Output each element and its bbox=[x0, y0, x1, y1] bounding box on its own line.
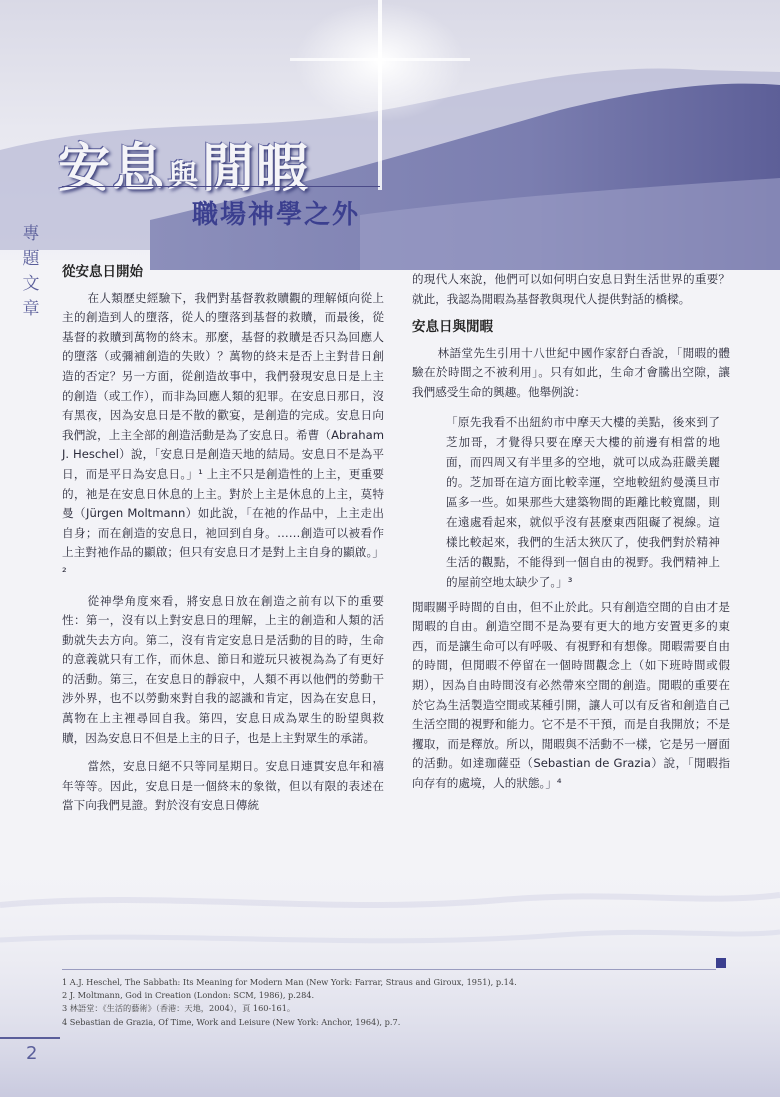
side-label-char: 章 bbox=[22, 299, 40, 319]
section-heading: 從安息日開始 bbox=[62, 264, 143, 280]
footnote: 1 A.J. Heschel, The Sabbath: Its Meaning for Modern Man (New York: Farrar, Straus and Giroux, 1951), p.14. bbox=[62, 977, 517, 987]
section-side-label bbox=[20, 222, 42, 322]
footnote-marker-square bbox=[716, 958, 726, 968]
paragraph-continued: 的現代人來說，他們可以如何明白安息日對生活世界的重要？就此，我認為閒暇為基督教與現代人提供對話的橋樑。 bbox=[412, 272, 730, 306]
paragraph: 從神學角度來看，將安息日放在創造之前有以下的重要性：第一，沒有以上對安息日的理解，上主的創造和人類的活動就失去方向。第二，沒有肯定安息日是活動的目的時，生命的意義就只有工作，而休息、節日和遊玩只被視為為了有更好的活動。第三，在安息日的靜寂中，人類不再以他們的勞動干涉外界，也不以勞動來對自我的認識和肯定，因為在安息日，萬物在上主裡尋回自我。第四，安息日成為眾生的盼望與救贖，因為安息日不但是上主的日子，也是上主對眾生的承諾。 bbox=[62, 593, 384, 745]
footnote: 4 Sebastian de Grazia, Of Time, Work and Leisure (New York: Anchor, 1964), p.7. bbox=[62, 1016, 401, 1027]
paragraph: 當然，安息日絕不只等同星期日。安息日連貫安息年和禧年等等。因此，安息日是一個終末的象徵，但以有限的表述在當下向我們見證。對於沒有安息日傳統 bbox=[62, 759, 384, 813]
footnote: 2 J. Moltmann, God in Creation (London: SCM, 1986), p.284. bbox=[62, 990, 315, 1001]
title-divider bbox=[62, 186, 380, 187]
page-number: 2 bbox=[26, 1043, 38, 1064]
title-part2: 閒暇 bbox=[202, 138, 311, 199]
footnotes bbox=[62, 976, 722, 1029]
side-label-char: 文 bbox=[22, 274, 40, 294]
side-label-char: 題 bbox=[22, 249, 40, 269]
title-part1: 安息 bbox=[58, 138, 167, 199]
right-column bbox=[412, 270, 730, 803]
article-title bbox=[58, 126, 398, 201]
block-quote: 「原先我看不出紐約市中摩天大樓的美點，後來到了芝加哥，才覺得只要在摩天大樓的前邊有相當的地面，而四周又有半里多的空地，就可以成為莊嚴美麗的。芝加哥在這方面比較幸運，空地較紐約曼漢旦市區多一些。如果那些大建築物間的距離比較寬闊，則在遠處看起來，就似乎沒有甚麼東西阻礙了視線。這樣比較起來，我們的生活太狹仄了，使我們對於精神生活的觀點，不能得到一個自由的視野。我們精神上的屋前空地太缺少了。」³ bbox=[446, 414, 720, 589]
paragraph: 林語堂先生引用十八世紀中國作家舒白香說，「閒暇的體驗在於時間之不被利用」。只有如此，生命才會騰出空隙，讓我們感受生命的興趣。他舉例說： bbox=[412, 345, 730, 399]
section-heading: 安息日與閒暇 bbox=[412, 319, 493, 336]
paragraph: 閒暇關乎時間的自由，但不止於此。只有創造空間的自由才是閒暇的自由。創造空間不是為要有更大的地方安置更多的東西，而是讓生命可以有呼吸、有視野和有想像。閒暇需要自由的時間，但閒暇不停留在一個時間觀念上（如下班時間或假期），因為自由時間沒有必然帶來空間的創造。閒暇的重要在於它為生活製造空間或某種引開，讓人可以有反省和創造自己生活空間的視野和能力。它不是不干預，而是自我開放；不是攫取，而是釋放。所以，閒暇與不活動不一樣，它是另一層面的活動。如達珈薩亞（Sebastian de Grazia）說，「閒暇指向存有的處境，人的狀態。」⁴ bbox=[412, 599, 730, 790]
page-number-rule bbox=[0, 1037, 60, 1039]
left-column bbox=[62, 263, 384, 825]
side-label-char: 專 bbox=[22, 224, 40, 244]
footnote-divider bbox=[62, 969, 716, 970]
paragraph: 在人類歷史經驗下，我們對基督教救贖觀的理解傾向從上主的創造到人的墮落，從人的墮落到基督的救贖，而最後，從基督的救贖到萬物的終末。那麼，基督的救贖是否只為回應人的墮落（或彌補創造的失敗）？萬物的終末是否上主對昔日創造的否定？另一方面，從創造故事中，我們發現安息日是上主的創造（或工作），而非為回應人類的犯罪。在安息日那日，沒有黑夜，因為安息日是不散的歡宴，是創造的完成。安息日向我們說，上主全部的創造活動是為了安息日。希曹（Abraham J. Heschel）說，「安息日是創造天地的結局。安息日不是為平日，而是平日為安息日。」¹ 上主不只是創造性的上主，更重要的，祂是在安息日休息的上主。對於上主是休息的上主，莫特曼（Jürgen Moltmann）如此說，「在祂的作品中，上主走出自身；而在創造的安息日，祂回到自身。……創造可以被看作上主對祂作品的顯啟；但只有安息日才是對上主自身的顯啟。」² bbox=[62, 290, 384, 579]
article-subtitle: 職場神學之外 bbox=[192, 200, 361, 230]
title-connector: 與 bbox=[168, 158, 201, 194]
footnote: 3 林語堂：《生活的藝術》（香港：天地，2004），頁 160-161。 bbox=[62, 1003, 296, 1014]
